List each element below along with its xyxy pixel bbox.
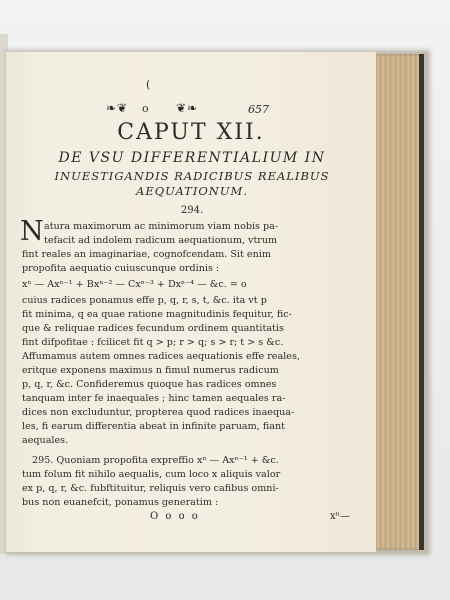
- paragraph-line: p, q, r, &c. Confideremus quoque has radices omnes: [22, 379, 277, 390]
- chapter-title: CAPUT XII.: [117, 120, 265, 145]
- paragraph-line: Affumamus autem omnes radices aequationis effe reales,: [22, 351, 300, 362]
- ornament-right-icon: ❦❧: [176, 101, 199, 115]
- paragraph-line: fint reales an imaginariae, cognofcendam. Sit enim: [22, 249, 271, 260]
- paragraph-line: atura maximorum ac minimorum viam nobis pa-: [44, 221, 279, 232]
- drop-cap: N: [20, 216, 44, 247]
- equation-line: xⁿ — Axⁿ⁻¹ + Bxⁿ⁻² — Cxⁿ⁻³ + Dxⁿ⁻⁴ — &c. = o: [22, 279, 247, 290]
- paragraph-line: cuius radices ponamus effe p, q, r, s, t, &c. ita vt p: [22, 295, 267, 306]
- ornament-center: o: [142, 102, 149, 115]
- chapter-subtitle-line: AEQUATIONUM.: [136, 184, 248, 198]
- paragraph-line: tefacit ad indolem radicum aequationum, vtrum: [44, 235, 278, 246]
- folio-mark: (: [146, 78, 151, 91]
- paragraph-line: les, fi earum differentia abeat in infinite paruam, fiant: [22, 421, 285, 432]
- paragraph-line: propofita aequatio cuiuscunque ordinis :: [22, 263, 220, 274]
- chapter-subtitle-line: INUESTIGANDIS RADICIBUS REALIBUS: [54, 169, 330, 183]
- catchword: xⁿ—: [330, 511, 350, 522]
- page-number: 657: [248, 103, 269, 116]
- chapter-subtitle-line: DE VSU DIFFERENTIALIUM IN: [58, 150, 326, 166]
- ornament-left-icon: ❧❦: [106, 101, 129, 115]
- section-number: 294.: [180, 205, 204, 216]
- paragraph-line: fit minima, q ea quae ratione magnitudinis fequitur, fic-: [22, 309, 292, 320]
- paragraph-line: que & reliquae radices fecundum ordinem quantitatis: [22, 323, 284, 334]
- paragraph-line: tanquam inter fe inaequales ; hinc tamen aequales ra-: [22, 393, 286, 404]
- page-block-edges: [372, 54, 424, 550]
- paragraph-line: ex p, q, r, &c. fubftituitur, reliquis vero cafibus omni-: [22, 483, 279, 494]
- paragraph-line: 295. Quoniam propofita expreffio xⁿ — Axⁿ⁻¹ + &c.: [32, 455, 279, 466]
- paragraph-line: tum folum fit nihilo aequalis, cum loco x aliquis valor: [22, 469, 281, 480]
- signature-mark: O o o o: [150, 511, 200, 522]
- paragraph-line: aequales.: [22, 435, 69, 446]
- paragraph-line: fint difpofitae : fcilicet fit q > p; r > q; s > r; t > s &c.: [22, 337, 284, 348]
- paragraph-line: dices non excluduntur, propterea quod radices inaequa-: [22, 407, 295, 418]
- paragraph-line: bus non euanefcit, ponamus generatim :: [22, 497, 219, 508]
- paragraph-line: eritque exponens maximus n fimul numerus radicum: [22, 365, 279, 376]
